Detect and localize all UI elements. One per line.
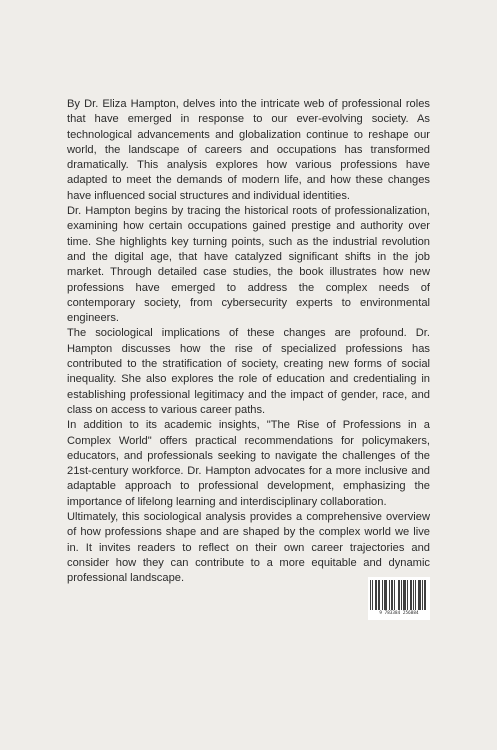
barcode-bar (389, 580, 390, 610)
barcode-bar (372, 580, 373, 610)
blurb-paragraph-4: In addition to its academic insights, "The Rise of Professions in a Complex World" offers practical recommendations for policymakers, educators, and professionals seeking to navigate the challenges of the 21st-century workforce. Dr. Hampton advocates for a more inclusive and adaptable approach to professional development, emphasizing the importance of lifelong learning and interdisciplinary collaboration. (67, 419, 430, 508)
back-cover-blurb (67, 97, 430, 587)
blurb-paragraph-2: Dr. Hampton begins by tracing the historical roots of professionalization, examining how certain occupations gained prestige and authority over time. She highlights key turning points, such as the industrial revolution and the digital age, that have catalyzed significant shifts in the job market. Through detailed case studies, the book illustrates how new professions have emerged to address the complex needs of contemporary society, from cybersecurity experts to environmental engineers. (67, 205, 430, 325)
blurb-paragraph-1: By Dr. Eliza Hampton, delves into the intricate web of professional roles that have emerged in response to our ever-evolving society. As technological advancements and globalization continue to reshape our world, the landscape of careers and occupations has transformed dramatically. This analysis explores how various professions have adapted to meet the demands of modern life, and how these changes have influenced social structures and individual identities. (67, 98, 430, 202)
barcode-bar (404, 580, 405, 610)
barcode-bar (403, 580, 404, 610)
blurb-paragraph-5: Ultimately, this sociological analysis provides a comprehensive overview of how professions shape and are shaped by the complex world we live in. It invites readers to reflect on their own career trajectories and consider how they can contribute to a more equitable and dynamic professional landscape. (67, 511, 430, 585)
barcode-bar (376, 580, 377, 610)
barcode-bar (419, 580, 420, 610)
isbn-barcode (368, 577, 430, 620)
barcode-bar (405, 580, 406, 610)
barcode-bar (399, 580, 400, 610)
barcode-bar (418, 580, 419, 610)
barcode-bar (398, 580, 399, 610)
barcode-bar (392, 580, 393, 610)
barcode-bar (375, 580, 376, 610)
barcode-bar (425, 580, 426, 610)
barcode-bar (385, 580, 386, 610)
barcode-bar (384, 580, 385, 610)
barcode-bar (379, 580, 380, 610)
barcode-bar (407, 580, 408, 610)
barcode-bar (420, 580, 421, 610)
barcode-bar (424, 580, 425, 610)
barcode-bar (370, 580, 371, 610)
barcode-bar (401, 580, 402, 610)
barcode-digits: 9 783384 256884 (379, 610, 419, 615)
barcode-bar (413, 580, 414, 610)
barcode-bars-icon (370, 580, 428, 610)
barcode-bar (391, 580, 392, 610)
barcode-bar (382, 580, 383, 610)
blurb-paragraph-3: The sociological implications of these changes are profound. Dr. Hampton discusses how the rise of specialized professions has contributed to the stratification of society, creating new forms of social inequality. She also explores the role of education and credentialing in establishing professional legitimacy and the impact of gender, race, and class on access to various career paths. (67, 327, 430, 416)
barcode-bar (410, 580, 411, 610)
barcode-bar (378, 580, 379, 610)
barcode-bar (422, 580, 423, 610)
barcode-bar (411, 580, 412, 610)
barcode-bar (386, 580, 387, 610)
barcode-bar (394, 580, 395, 610)
barcode-bar (415, 580, 416, 610)
